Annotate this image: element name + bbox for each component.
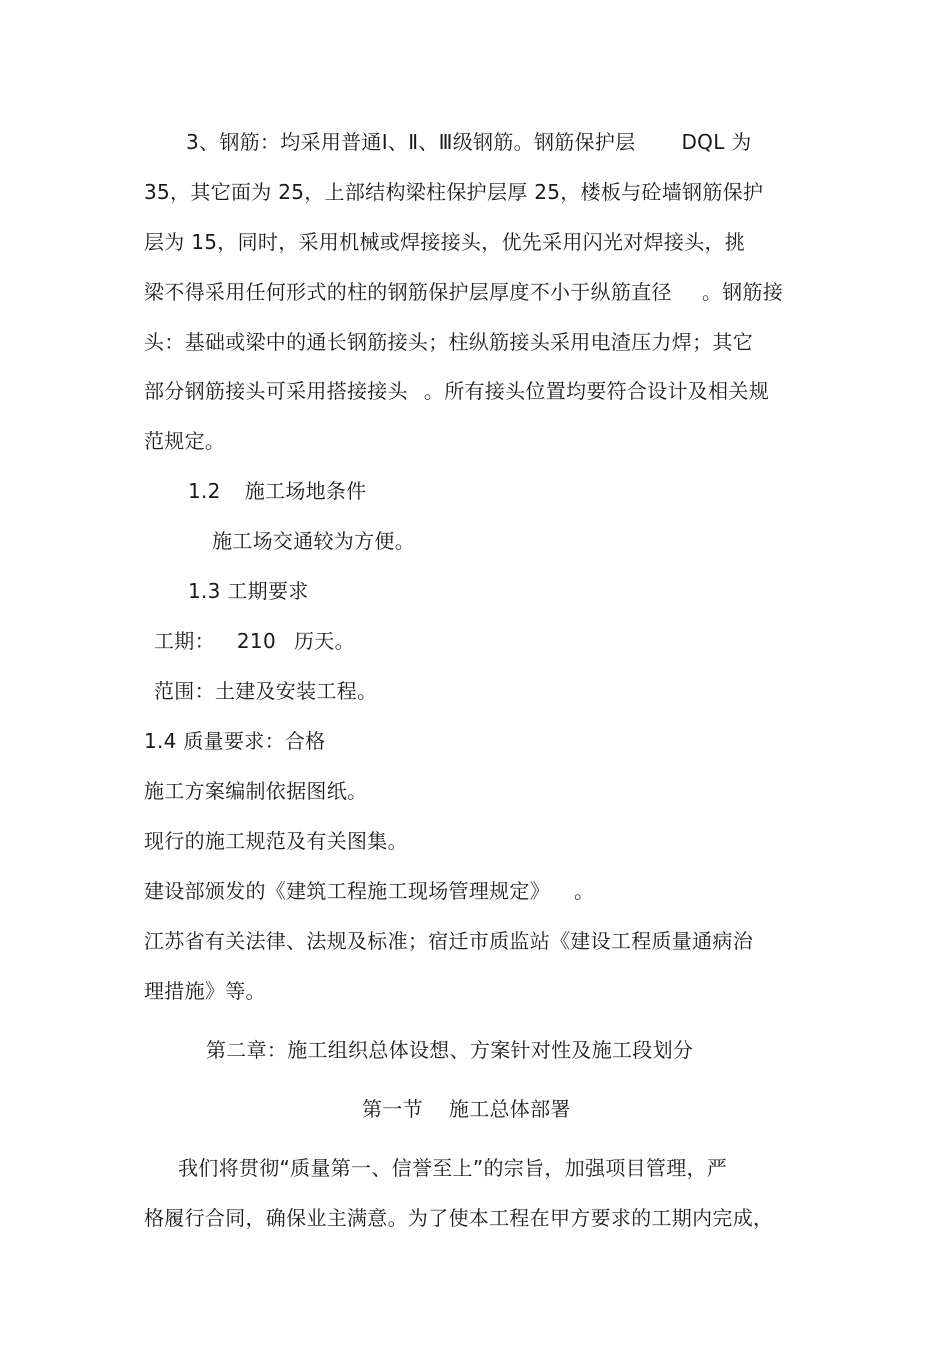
section-heading: 1.3 工期要求 (188, 579, 309, 603)
text-run: DQL 为 (681, 130, 752, 154)
chapter-heading: 第二章：施工组织总体设想、方案针对性及施工段划分 (206, 1038, 694, 1062)
paragraph-line (144, 377, 769, 405)
text-run: 。所有接头位置均要符合设计及相关规 (423, 379, 770, 403)
paragraph-line: 理措施》等。 (144, 979, 266, 1003)
paragraph-line: 施工方案编制依据图纸。 (144, 779, 368, 803)
section-title: 施工场地条件 (244, 479, 367, 503)
text-run: 工期： (154, 629, 215, 653)
paragraph-line: 范围：土建及安装工程。 (154, 679, 378, 703)
section-heading (188, 477, 367, 505)
section-heading: 1.4 质量要求：合格 (144, 729, 326, 753)
paragraph-line: 现行的施工规范及有关图集。 (144, 829, 408, 853)
paragraph-line: 范规定。 (144, 429, 226, 453)
text-run: 建设部颁发的《建筑工程施工现场管理规定》 (144, 879, 550, 903)
text-run: 历天。 (293, 629, 355, 653)
text-run: 梁不得采用任何形式的柱的钢筋保护层厚度不小于纵筋直径 (144, 280, 672, 304)
text-run: 。钢筋接 (701, 280, 784, 304)
text-run: 部分钢筋接头可采用搭接接头 (144, 379, 408, 403)
paragraph-line: 江苏省有关法律、法规及标准；宿迁市质监站《建设工程质量通病治 (144, 929, 753, 953)
paragraph-line: 层为 15，同时，采用机械或焊接接头，优先采用闪光对焊接头，挑 (144, 230, 746, 254)
section-number: 1.2 (188, 479, 221, 503)
section-title: 施工总体部署 (448, 1097, 571, 1121)
paragraph-line: 格履行合同，确保业主满意。为了使本工程在甲方要求的工期内完成， (144, 1206, 774, 1230)
paragraph-line (144, 877, 594, 905)
text-run: 3、钢筋：均采用普通Ⅰ、Ⅱ、Ⅲ级钢筋。钢筋保护层 (186, 130, 636, 154)
text-run: 。 (574, 879, 595, 903)
paragraph-line: 35，其它面为 25，上部结构梁柱保护层厚 25，楼板与砼墙钢筋保护 (144, 180, 764, 204)
section-number: 第一节 (362, 1097, 423, 1121)
paragraph-line: 我们将贯彻“质量第一、信誉至上”的宗旨，加强项目管理，严 (178, 1156, 728, 1180)
paragraph-line (154, 627, 355, 655)
paragraph-line: 施工场交通较为方便。 (212, 529, 415, 553)
paragraph-line: 头：基础或梁中的通长钢筋接头；柱纵筋接头采用电渣压力焊；其它 (144, 330, 753, 354)
paragraph-line (144, 278, 783, 306)
section-heading (362, 1095, 571, 1123)
paragraph-line (186, 128, 752, 156)
text-run: 210 (236, 629, 276, 653)
